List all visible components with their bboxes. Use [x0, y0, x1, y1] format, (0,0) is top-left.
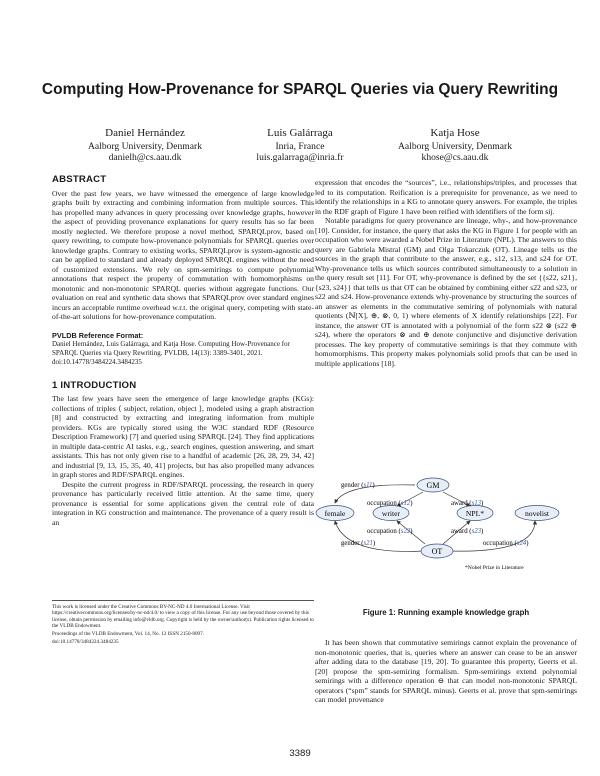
author-email: luis.galarraga@inria.fr — [256, 152, 344, 164]
introduction-heading: 1 INTRODUCTION — [52, 379, 137, 391]
author-name: Daniel Hernández — [105, 127, 185, 139]
right-paragraph-1: expression that encodes the “sources”, i.e., relationships/triples, and processes that led to its computation. Reification is a prerequisite for provenance, as we need to identify the relationships in a KG to annotate query answers. For example, the triples in the RDF graph of Figure 1 have been reified with identifiers of the form sij. — [315, 178, 577, 216]
author-name: Luis Galárraga — [267, 127, 333, 139]
paper-title: Computing How-Provenance for SPARQL Queries via Query Rewriting — [41, 81, 559, 98]
abstract-text: Over the past few years, we have witnessed the emergence of large knowledge graphs built by extracting and combining information from multiple sources. This has propelled many advances in query processing over knowledge graphs, however the aspect of providing provenance explanations for query results has so far been mostly neglected. We therefore propose a novel method, SPARQLprov, based on query rewriting, to compute how-provenance polynomials for SPARQL queries over knowledge graphs. Contrary to existing works, SPARQLprov is system-agnostic and can be applied to standard and already deployed SPARQL engines without the need of customized extensions. We rely on spm-semirings to compute polynomial annotations that respect the property of commutation with homomorphisms on monotonic and non-monotonic SPARQL queries without aggregate functions. Our evaluation on real and synthetic data shows that SPARQLprov over standard engines incurs an acceptable runtime overhead w.r.t. the original query, competing with state-of-the-art solutions for how-provenance computation. — [52, 188, 314, 321]
edge-label-gender-bottom: gender (s21) — [341, 540, 376, 547]
edge-label-award-bottom: award (s23) — [451, 528, 484, 535]
author-block-1 — [60, 128, 230, 164]
right-column — [315, 178, 577, 468]
left-column — [52, 175, 314, 527]
svg-text:novelist: novelist — [524, 509, 550, 518]
reference-format-heading: PVLDB Reference Format: — [52, 330, 144, 340]
node-novelist — [515, 506, 559, 521]
right-paragraph-3: It has been shown that commutative semirings cannot explain the provenance of non-monotonic queries, that is, queries where an answer can cease to be an answer after adding data to the database [19, 20]. To guarantee this property, Geerts et al. [20] propose the spm-semiring formalism. Spm-semirings extend polynomial semirings with a difference operation ⊖ that can model non-monotonic SPARQL operators (“spm” stands for SPARQL minus). Geerts et al. prove that spm-semirings can model provenance — [315, 638, 577, 704]
node-writer — [373, 506, 409, 521]
svg-text:writer: writer — [381, 509, 401, 518]
reference-format-citation: Daniel Hernández, Luis Galárraga, and Katja Hose. Computing How-Provenance for SPARQL Queries via Query Rewriting. PVLDB, 14(13): 3389-3401, 2021. — [52, 340, 290, 358]
author-affiliation: Inria, France — [275, 140, 325, 152]
svg-text:NPL*: NPL* — [465, 509, 485, 518]
right-column-lower — [315, 638, 577, 705]
license-footnote — [52, 600, 314, 647]
edge-label-occupation-top: occupation (s12) — [367, 500, 413, 507]
node-female — [316, 506, 354, 521]
svg-text:GM: GM — [426, 481, 440, 490]
proceedings-text: Proceedings of the VLDB Endowment, Vol. 14, No. 13 ISSN 2150-8097. — [52, 631, 205, 638]
reference-format-doi: doi:10.14778/3484224.3484235 — [52, 357, 142, 366]
figure-1 — [315, 473, 577, 593]
author-affiliation: Aalborg University, Denmark — [397, 140, 513, 152]
right-paragraph-2: Notable paradigms for query provenance are lineage, why-, and how-provenance [10]. Consider, for instance, the query that asks the KG in Figure 1 for people with an occupation who were awarded a Nobel Prize in Literature (NPL). The answers to this query are Gabriela Mistral (GM) and Olga Tokarczuk (OT). Lineage tells us the sources in the graph that contribute to the answer, e.g., s12, s13, and s24 for OT. Why-provenance tells us which sources contributed simultaneously to a solution in the query result set [11]. For OT, why-provenance is defined by the set {{s22, s21}, {s23, s24}} that tells us that OT can be obtained by combining either s22 and s23, or s22 and s24. How-provenance extends why-provenance by structuring the sources of an answer as elements in the commutative semiring of polynomials with natural quotients (ℕ[X], ⊕, ⊗, 0, 1) where elements of X identify relationships [22]. For instance, the answer OT is annotated with a polynomial of the form s22 ⊗ (s22 ⊕ s24), where the operators ⊗ and ⊕ denote conjunctive and disjunctive derivation processes. The key property of commutative semirings is that they commute with homomorphisms. This property makes polynomials solid proofs that can be used in multiple applications [18]. — [315, 216, 577, 368]
svg-text:OT: OT — [431, 547, 443, 556]
svg-text:female: female — [324, 509, 346, 518]
edge-label-occupation-bottom: occupation (s22) — [367, 528, 413, 535]
edge-label-occupation-right: occupation (s24) — [483, 540, 529, 547]
node-npl — [457, 506, 493, 521]
edge-label-gender-top: gender (s11) — [341, 482, 375, 489]
license-text: This work is licensed under the Creative Commons BY-NC-ND 4.0 International License. Visit https://creativecommons.org/licenses/by-nc-nd/4.0/ to view a copy of this license. For any use beyond those covered by this license, obtain permission by emailing info@vldb.org. Copyright is held by the owner/author(s). Publication rights licensed to the VLDB Endowment. — [52, 604, 314, 630]
edge-label-award-top: award (s13) — [451, 500, 484, 507]
footnote-doi: doi:10.14778/3484224.3484235 — [52, 639, 119, 646]
introduction-paragraph-2: Despite the current progress in RDF/SPARQL processing, the research in query provenance has particularly received little attention. At the same time, query provenance is essential for some applications given the central role of data integration in KG construction and maintenance. The provenance of a query result is an — [52, 479, 314, 527]
page-number: 3389 — [289, 748, 311, 759]
node-gm — [417, 478, 449, 492]
author-block-3 — [370, 128, 540, 164]
figure-note: *Nobel Prize in Literature — [465, 565, 524, 571]
abstract-heading: ABSTRACT — [52, 174, 107, 185]
knowledge-graph-diagram — [315, 473, 577, 603]
figure-caption: Figure 1: Running example knowledge graph — [362, 608, 530, 617]
node-ot — [421, 544, 453, 558]
reference-format — [52, 332, 314, 367]
author-email: khose@cs.aau.dk — [421, 152, 489, 164]
author-block-2 — [215, 128, 385, 164]
author-email: danielh@cs.aau.dk — [108, 152, 182, 164]
introduction-paragraph-1: The last few years have seen the emergence of large knowledge graphs (KGs): collections of triples ⟨ subject, relation, object ⟩, modeled using a graph abstraction [8] and constructed by extracting and integrating information from multiple providers. KGs are typically stored using the W3C standard RDF (Resource Description Framework) [7] and queried using SPARQL [24]. They find applications in multiple data-centric AI tasks, e.g., search engines, question answering, and smart assistants. This has not only given rise to a handful of academic [26, 28, 29, 34, 42] and industrial [9, 13, 15, 35, 40, 41] projects, but has also propelled many advances in graph stores and RDF/SPARQL engines. — [52, 394, 314, 480]
introduction-section — [52, 381, 314, 528]
author-name: Katja Hose — [430, 127, 480, 139]
author-affiliation: Aalborg University, Denmark — [87, 140, 203, 152]
